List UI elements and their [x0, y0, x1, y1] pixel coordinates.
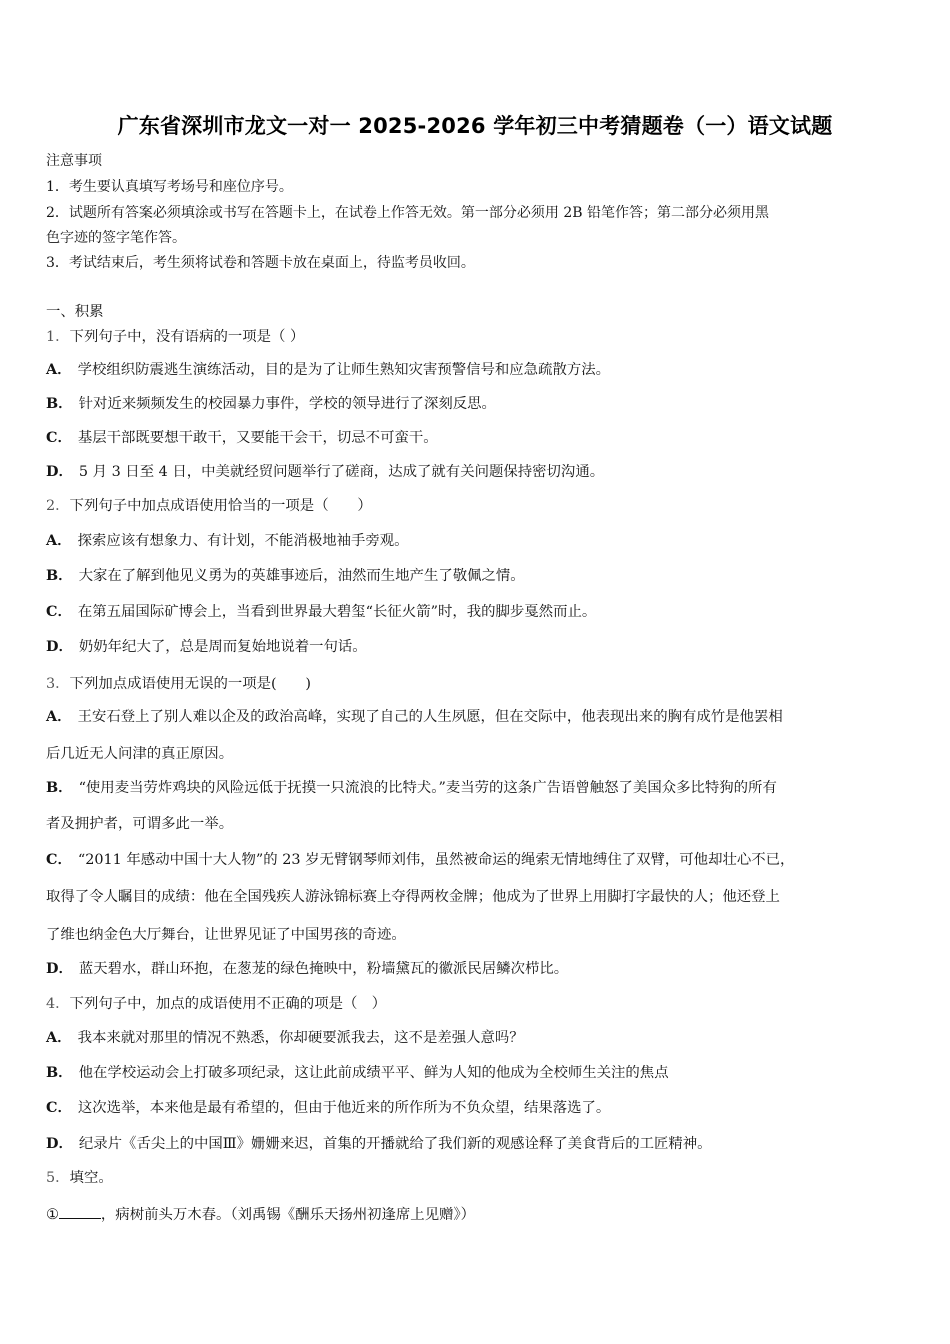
note-item: 2．试题所有答案必须填涂或书写在答题卡上，在试卷上作答无效。第一部分必须用 2B 铅笔作答；第二部分必须用黑: [46, 205, 769, 221]
option-label: C．: [46, 851, 72, 868]
option-text: 基层干部既要想干敢干，又要能干会干，切忌不可蛮干。: [77, 430, 438, 446]
option-text: 蓝天碧水，群山环抱，在葱茏的绿色掩映中，粉墙黛瓦的徽派民居鳞次栉比。: [78, 961, 569, 977]
option-label: D．: [46, 1135, 73, 1152]
question-stem: [46, 675, 311, 693]
circled-number: ①: [46, 1207, 59, 1223]
option-a-cont: 后几近无人问津的真正原因。: [46, 746, 234, 762]
option-label: B．: [46, 567, 73, 584]
option-text: 在第五届国际矿博会上，当看到世界最大碧玺“长征火箭”时，我的脚步戛然而止。: [77, 604, 597, 620]
option-label: A．: [46, 361, 72, 378]
option-label: A．: [46, 708, 72, 725]
option-a: [46, 532, 409, 550]
option-label: C．: [46, 603, 72, 620]
question-text: 填空。: [69, 1170, 113, 1186]
option-text: 大家在了解到他见义勇为的英雄事迹后，油然而生地产生了敬佩之情。: [78, 568, 525, 584]
option-label: C．: [46, 1099, 72, 1116]
option-text: “使用麦当劳炸鸡块的风险远低于抚摸一只流浪的比特犬。”麦当劳的这条广告语曾触怒了美国众多比特狗的所有: [78, 780, 777, 796]
option-text: 纪录片《舌尖上的中国Ⅲ》姗姗来迟，首集的开播就给了我们新的观感诠释了美食背后的工匠精神。: [78, 1136, 712, 1152]
option-text: 探索应该有想象力、有计划，不能消极地袖手旁观。: [77, 533, 409, 549]
fill-text: ，病树前头万木春。（刘禹锡《酬乐天扬州初逢席上见赠》）: [100, 1207, 476, 1223]
option-label: B．: [46, 779, 73, 796]
option-c: [46, 429, 438, 447]
option-b: [46, 567, 525, 585]
question-text: 下列句子中加点成语使用恰当的一项是（ ）: [69, 498, 372, 514]
option-c: [46, 603, 596, 621]
option-c-cont: 了维也纳金色大厅舞台，让世界见证了中国男孩的奇迹。: [46, 927, 406, 943]
note-item: 色字迹的签字笔作答。: [46, 230, 186, 246]
option-label: B．: [46, 395, 73, 412]
option-c: [46, 851, 794, 869]
question-text: 下列加点成语使用无误的一项是( ): [69, 676, 312, 692]
option-text: 这次选举，本来他是最有希望的，但由于他近来的所作所为不负众望，结果落选了。: [77, 1100, 611, 1116]
question-text: 下列句子中，没有语病的一项是（ ）: [69, 329, 305, 345]
option-text: 我本来就对那里的情况不熟悉，你却硬要派我去，这不是差强人意吗？: [77, 1030, 524, 1046]
option-text: 针对近来频频发生的校园暴力事件，学校的领导进行了深刻反思。: [78, 396, 496, 412]
question-number: 5．: [46, 1170, 70, 1186]
question-stem: [46, 497, 372, 515]
option-d: [46, 960, 568, 978]
option-label: A．: [46, 1029, 72, 1046]
question-number: 4．: [46, 996, 70, 1012]
option-label: A．: [46, 532, 72, 549]
fill-item: [46, 1204, 475, 1224]
option-b: [46, 395, 496, 413]
question-stem: [46, 995, 386, 1013]
option-text: 学校组织防震逃生演练活动，目的是为了让师生熟知灾害预警信号和应急疏散方法。: [77, 362, 611, 378]
option-text: 5 月 3 日至 4 日，中美就经贸问题举行了磋商，达成了就有关问题保持密切沟通。: [78, 464, 605, 480]
option-d: [46, 1135, 712, 1153]
option-c: [46, 1099, 610, 1117]
option-a: [46, 708, 783, 726]
question-stem: [46, 328, 304, 346]
section-heading: 一、积累: [46, 304, 104, 320]
fill-blank[interactable]: [59, 1204, 101, 1219]
option-label: B．: [46, 1064, 73, 1081]
question-number: 3．: [46, 676, 70, 692]
question-stem: [46, 1169, 113, 1187]
option-label: D．: [46, 463, 73, 480]
option-text: 他在学校运动会上打破多项纪录，这让此前成绩平平、鲜为人知的他成为全校师生关注的焦点: [78, 1065, 669, 1081]
option-label: D．: [46, 960, 73, 977]
option-d: [46, 638, 367, 656]
option-text: “2011 年感动中国十大人物”的 23 岁无臂钢琴师刘伟，虽然被命运的绳索无情地缚住了双臂，可他却壮心不已，: [77, 852, 795, 868]
option-label: D．: [46, 638, 73, 655]
option-c-cont: 取得了令人瞩目的成绩：他在全国残疾人游泳锦标赛上夺得两枚金牌；他成为了世界上用脚打字最快的人；他还登上: [46, 889, 780, 905]
note-item: 3．考试结束后，考生须将试卷和答题卡放在桌面上，待监考员收回。: [46, 255, 475, 271]
option-text: 奶奶年纪大了，总是周而复始地说着一句话。: [78, 639, 367, 655]
option-label: C．: [46, 429, 72, 446]
question-text: 下列句子中，加点的成语使用不正确的项是（ ）: [69, 996, 387, 1012]
option-b: [46, 1064, 669, 1082]
option-b: [46, 779, 777, 797]
option-text: 王安石登上了别人难以企及的政治高峰，实现了自己的人生夙愿，但在交际中，他表现出来的胸有成竹是他罢相: [77, 709, 783, 725]
option-a: [46, 1029, 524, 1047]
option-b-cont: 者及拥护者，可谓多此一举。: [46, 816, 234, 832]
question-number: 1．: [46, 329, 70, 345]
notes-heading: 注意事项: [46, 153, 102, 169]
option-d: [46, 463, 604, 481]
note-item: 1．考生要认真填写考场号和座位序号。: [46, 179, 293, 195]
option-a: [46, 361, 610, 379]
page-title: 广东省深圳市龙文一对一 2025-2026 学年初三中考猜题卷（一）语文试题: [117, 114, 833, 138]
question-number: 2．: [46, 498, 70, 514]
